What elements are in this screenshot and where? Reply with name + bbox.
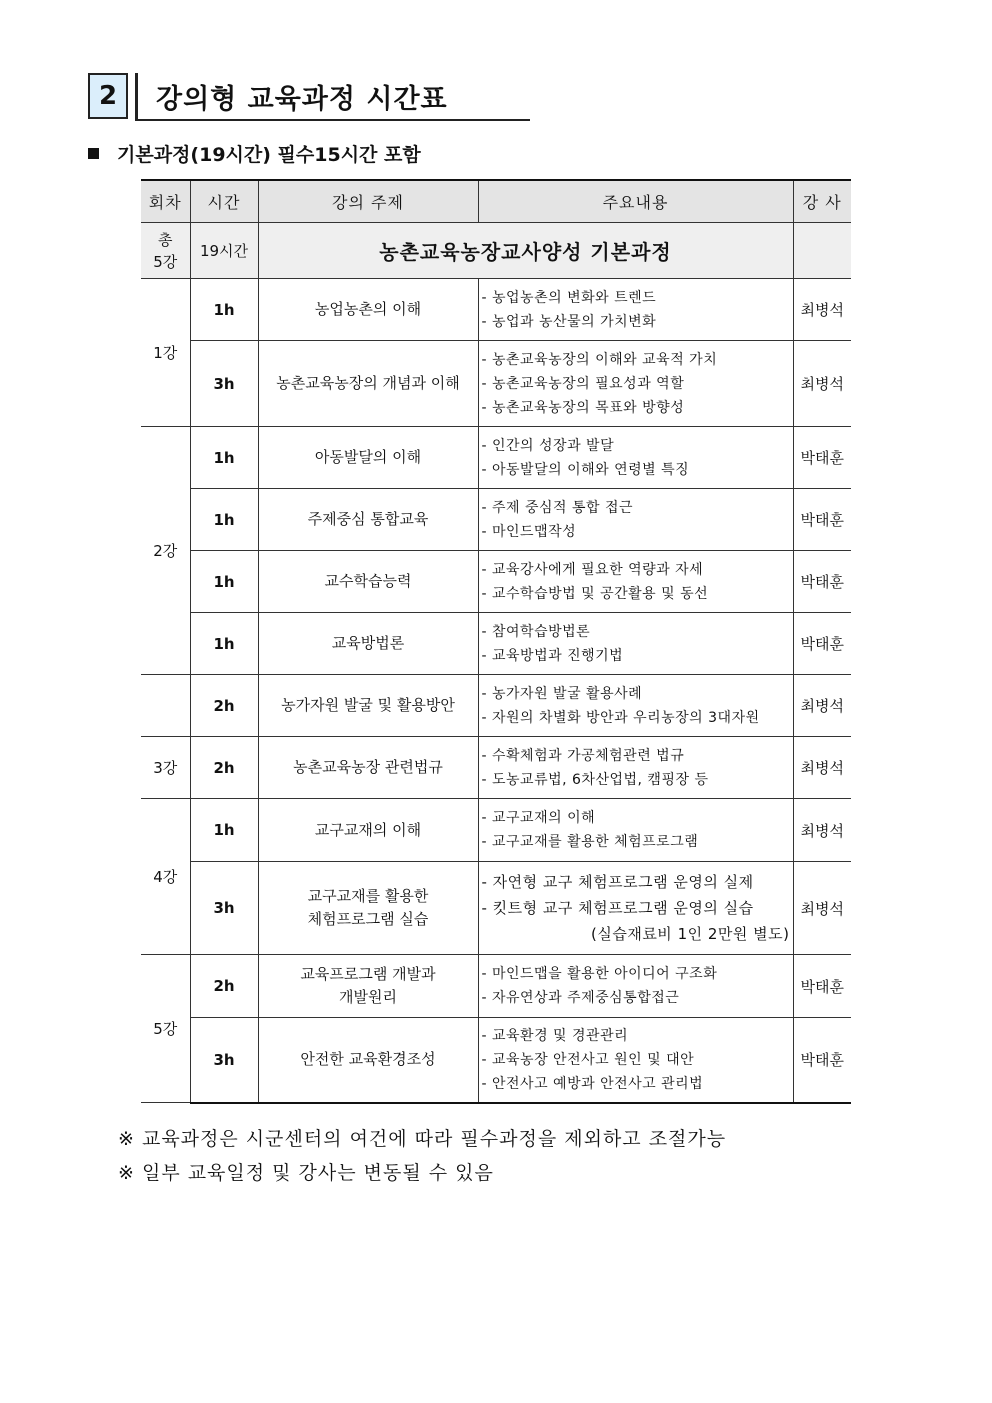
content-line: - 교구교재의 이해 — [481, 810, 596, 826]
row-contents — [478, 551, 793, 613]
row-subject: 농촌교육농장의 개념과 이해 — [258, 341, 478, 427]
session-label: 1강 — [141, 279, 190, 427]
row-contents — [478, 427, 793, 489]
content-line: - 참여학습방법론 — [481, 623, 591, 640]
row-hours: 1h — [190, 799, 258, 862]
row-hours: 3h — [190, 341, 258, 427]
row-instructor: 최병석 — [793, 341, 851, 427]
content-line: - 마인드맵작성 — [481, 523, 577, 540]
header-session: 회차 — [141, 180, 190, 223]
content-line: - 자유연상과 주제중심통합접근 — [481, 990, 680, 1006]
row-subject: 농촌교육농장 관련법규 — [258, 737, 478, 799]
content-line: - 수확체험과 가공체험관련 법규 — [481, 747, 685, 764]
row-hours: 3h — [190, 1018, 258, 1103]
row-contents — [478, 279, 793, 341]
course-subtitle — [88, 140, 421, 167]
content-line: - 농가자원 발굴 활용사례 — [481, 685, 643, 702]
header-subject: 강의 주제 — [258, 180, 478, 223]
content-line: - 교육환경 및 경관관리 — [481, 1027, 629, 1044]
header-instructor: 강 사 — [793, 180, 851, 223]
content-line: - 농업과 농산물의 가치변화 — [481, 313, 657, 330]
row-contents — [478, 489, 793, 551]
table-row — [141, 955, 851, 1018]
timetable — [141, 179, 851, 1104]
content-line: - 교육방법과 진행기법 — [481, 647, 624, 664]
section-heading — [88, 73, 530, 123]
row-instructor: 박태훈 — [793, 551, 851, 613]
row-subject: 교육프로그램 개발과 개발원리 — [258, 955, 478, 1018]
row-instructor: 박태훈 — [793, 489, 851, 551]
content-line: - 교육강사에게 필요한 역량과 자세 — [481, 561, 704, 578]
row-hours: 1h — [190, 427, 258, 489]
table-row — [141, 341, 851, 427]
content-line: - 주제 중심적 통합 접근 — [481, 499, 634, 516]
row-subject: 주제중심 통합교육 — [258, 489, 478, 551]
row-instructor: 박태훈 — [793, 955, 851, 1018]
row-subject: 농업농촌의 이해 — [258, 279, 478, 341]
row-instructor: 박태훈 — [793, 427, 851, 489]
total-hours: 19시간 — [190, 223, 258, 279]
row-instructor: 박태훈 — [793, 1018, 851, 1103]
content-line: - 마인드맵을 활용한 아이디어 구조화 — [481, 966, 718, 982]
row-hours: 1h — [190, 551, 258, 613]
session-label: 4강 — [141, 799, 190, 955]
content-line: - 농촌교육농장의 이해와 교육적 가치 — [481, 351, 718, 368]
row-hours: 1h — [190, 613, 258, 675]
section-number: 2 — [88, 73, 128, 119]
content-line: - 교구교재를 활용한 체험프로그램 — [481, 834, 699, 850]
row-subject: 교수학습능력 — [258, 551, 478, 613]
row-contents — [478, 862, 793, 955]
row-subject: 교육방법론 — [258, 613, 478, 675]
row-subject: 교구교재를 활용한 체험프로그램 실습 — [258, 862, 478, 955]
table-row — [141, 551, 851, 613]
header-hours: 시간 — [190, 180, 258, 223]
row-instructor: 최병석 — [793, 737, 851, 799]
total-sessions: 총 5강 — [141, 223, 190, 279]
total-row — [141, 223, 851, 279]
table-row — [141, 279, 851, 341]
material-fee-note: (실습재료비 1인 2만원 별도) — [591, 925, 790, 943]
session-label: 2강 — [141, 427, 190, 675]
content-line: - 농업농촌의 변화와 트렌드 — [481, 289, 657, 306]
footnote: ※ 일부 교육일정 및 강사는 변동될 수 있음 — [118, 1162, 494, 1184]
row-hours: 2h — [190, 737, 258, 799]
row-contents — [478, 737, 793, 799]
content-line: - 킷트형 교구 체험프로그램 운영의 실습 — [481, 899, 754, 917]
row-contents — [478, 1018, 793, 1103]
content-line: - 인간의 성장과 발달 — [481, 437, 615, 454]
total-instructor — [793, 223, 851, 279]
table-row — [141, 675, 851, 737]
row-instructor: 최병석 — [793, 862, 851, 955]
content-line: - 자원의 차별화 방안과 우리농장의 3대자원 — [481, 709, 760, 726]
session-label-empty — [141, 675, 190, 737]
row-instructor: 최병석 — [793, 675, 851, 737]
course-name: 농촌교육농장교사양성 기본과정 — [258, 223, 793, 279]
row-subject: 교구교재의 이해 — [258, 799, 478, 862]
row-contents — [478, 341, 793, 427]
content-line: - 안전사고 예방과 안전사고 관리법 — [481, 1075, 704, 1092]
footnotes — [118, 1122, 726, 1190]
table-header-row — [141, 180, 851, 223]
square-bullet-icon — [88, 148, 99, 159]
session-label: 3강 — [141, 737, 190, 799]
table-row — [141, 862, 851, 955]
table-row — [141, 799, 851, 862]
row-contents — [478, 799, 793, 862]
session-label: 5강 — [141, 955, 190, 1103]
table-row — [141, 427, 851, 489]
header-contents: 주요내용 — [478, 180, 793, 223]
content-line: - 농촌교육농장의 목표와 방향성 — [481, 399, 685, 416]
row-hours: 3h — [190, 862, 258, 955]
row-subject: 안전한 교육환경조성 — [258, 1018, 478, 1103]
row-hours: 1h — [190, 279, 258, 341]
footnote: ※ 교육과정은 시군센터의 여건에 따라 필수과정을 제외하고 조절가능 — [118, 1128, 727, 1150]
heading-divider — [135, 73, 138, 121]
table-row — [141, 613, 851, 675]
table-row — [141, 737, 851, 799]
content-line: - 농촌교육농장의 필요성과 역할 — [481, 375, 685, 392]
row-instructor: 최병석 — [793, 279, 851, 341]
content-line: - 교육농장 안전사고 원인 및 대안 — [481, 1051, 695, 1068]
row-hours: 2h — [190, 955, 258, 1018]
row-contents — [478, 613, 793, 675]
row-instructor: 박태훈 — [793, 613, 851, 675]
content-line: - 자연형 교구 체험프로그램 운영의 실제 — [481, 873, 754, 891]
content-line: - 도농교류법, 6차산업법, 캠핑장 등 — [481, 771, 709, 788]
heading-underline — [135, 119, 530, 121]
row-instructor: 최병석 — [793, 799, 851, 862]
row-contents — [478, 955, 793, 1018]
row-subject: 농가자원 발굴 및 활용방안 — [258, 675, 478, 737]
content-line: - 아동발달의 이해와 연령별 특징 — [481, 461, 690, 478]
section-title: 강의형 교육과정 시간표 — [156, 84, 448, 115]
row-hours: 1h — [190, 489, 258, 551]
row-contents — [478, 675, 793, 737]
table-row — [141, 1018, 851, 1103]
row-hours: 2h — [190, 675, 258, 737]
subtitle-text: 기본과정(19시간) 필수15시간 포함 — [117, 144, 421, 166]
content-line: - 교수학습방법 및 공간활용 및 동선 — [481, 585, 709, 602]
table-row — [141, 489, 851, 551]
row-subject: 아동발달의 이해 — [258, 427, 478, 489]
